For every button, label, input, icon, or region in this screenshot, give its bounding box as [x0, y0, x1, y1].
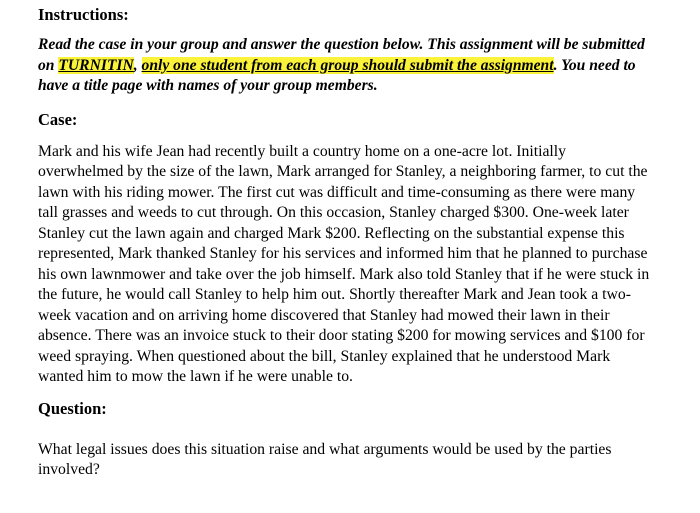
instructions-line-1: Read the case in your group and answer the question below. This assignment will be submitted — [38, 36, 645, 53]
instructions-text — [38, 35, 700, 97]
document — [38, 4, 700, 481]
case-line: week vacation and on arriving home discovered that Stanley had mowed their lawn in their — [38, 306, 610, 324]
instructions-line-2-comma: , — [133, 56, 142, 74]
question-text — [38, 440, 700, 481]
case-line: Mark and his wife Jean had recently built a country home on a one-acre lot. Initially — [38, 142, 566, 160]
instructions-line-3: have a title page with names of your group members. — [38, 77, 378, 95]
case-text — [38, 142, 700, 388]
case-line: tall grasses and weeds to cut through. On this occasion, Stanley charged $300. One-week later — [38, 204, 629, 222]
case-line: his own lawnmower and take over the job himself. Mark also told Stanley that if he were stuck in — [38, 265, 650, 283]
instructions-heading: Instructions: — [38, 5, 129, 24]
case-line: lawn with his riding mower. The first cut was difficult and time-consuming as there were many — [38, 183, 636, 201]
question-line: involved? — [38, 461, 100, 479]
turnitin-highlight: TURNITIN — [58, 56, 134, 74]
case-line: weed spraying. When questioned about the bill, Stanley explained that he understood Mark — [38, 347, 611, 365]
instructions-line-2-suffix: . You need to — [553, 56, 636, 74]
instructions-line-2-prefix: on — [38, 56, 59, 74]
case-line: absence. There was an invoice stuck to their door stating $200 for mowing services and $100 for — [38, 327, 645, 345]
case-heading: Case: — [38, 109, 78, 129]
instructions-line-2 — [38, 56, 700, 77]
case-line: overwhelmed by the size of the lawn, Mark arranged for Stanley, a neighboring farmer, to cut the — [38, 163, 648, 181]
submission-rule-highlight: only one student from each group should submit the assignment — [141, 56, 554, 74]
case-line: represented, Mark thanked Stanley for his services and informed him that he planned to purchase — [38, 245, 648, 263]
case-line: Stanley cut the lawn again and charged Mark $200. Reflecting on the substantial expense this — [38, 224, 625, 242]
case-line: the future, he would call Stanley to help him out. Shortly thereafter Mark and Jean took a two- — [38, 286, 631, 304]
question-line: What legal issues does this situation raise and what arguments would be used by the parties — [38, 440, 612, 458]
question-heading: Question: — [38, 398, 107, 418]
case-line: wanted him to mow the lawn if he were unable to. — [38, 368, 353, 386]
